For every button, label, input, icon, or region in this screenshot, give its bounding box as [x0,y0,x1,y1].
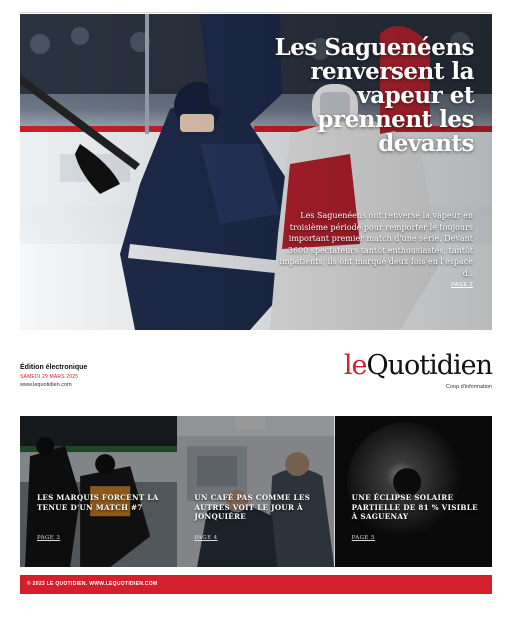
footer-bar [20,575,492,594]
story-title: UNE ÉCLIPSE SOLAIRE PARTIELLE DE 81 % VISIBLE À SAGUENAY [351,493,478,521]
story-card-marquis[interactable] [20,416,177,567]
edition-url[interactable]: www.lequotidien.com [20,382,72,388]
story-title: LES MARQUIS FORCENT LA TENUE D'UN MATCH #7 [37,493,159,512]
edition-date: SAMEDI 29 MARS 2025 [20,374,79,380]
copyright-text: © 2023 LE QUOTIDIEN. WWW.LEQUOTIDIEN.COM [27,581,158,587]
story-page-link[interactable]: PAGE 5 [351,535,375,541]
solar-eclipse-photo [335,416,492,567]
story-page-link[interactable]: PAGE 4 [194,535,218,541]
story-strip [20,416,492,567]
tagline: Coop d'information [446,384,492,390]
logo-prefix: le [343,350,367,381]
top-divider [20,12,492,13]
hero-story[interactable] [20,14,492,330]
story-card-eclipse[interactable] [335,416,492,567]
lequotidien-logo[interactable] [344,350,492,381]
cafe-people-photo [177,416,334,567]
edition-label: Édition électronique [20,364,88,371]
story-card-cafe[interactable] [177,416,334,567]
story-page-link[interactable]: PAGE 3 [37,535,61,541]
hockey-game-photo [20,416,177,567]
story-title: UN CAFÉ PAS COMME LES AUTRES VOIT LE JOUR À JONQUIÈRE [194,493,311,521]
logo-suffix: Quotidien [366,350,492,381]
hero-title[interactable]: Les Saguenéens renversent la vapeur et prennent les devants [274,34,474,157]
hero-page-link[interactable]: PAGE 2 [451,282,473,288]
hero-summary: Les Saguenéens ont renversé la vapeur en troisième période pour remporter le toujours important premier match d'une série. Devant 3600 spectateurs tantôt enthousiastes, tantôt impatients, ils ont marqué deux fois en l'espace d.. [279,211,473,278]
